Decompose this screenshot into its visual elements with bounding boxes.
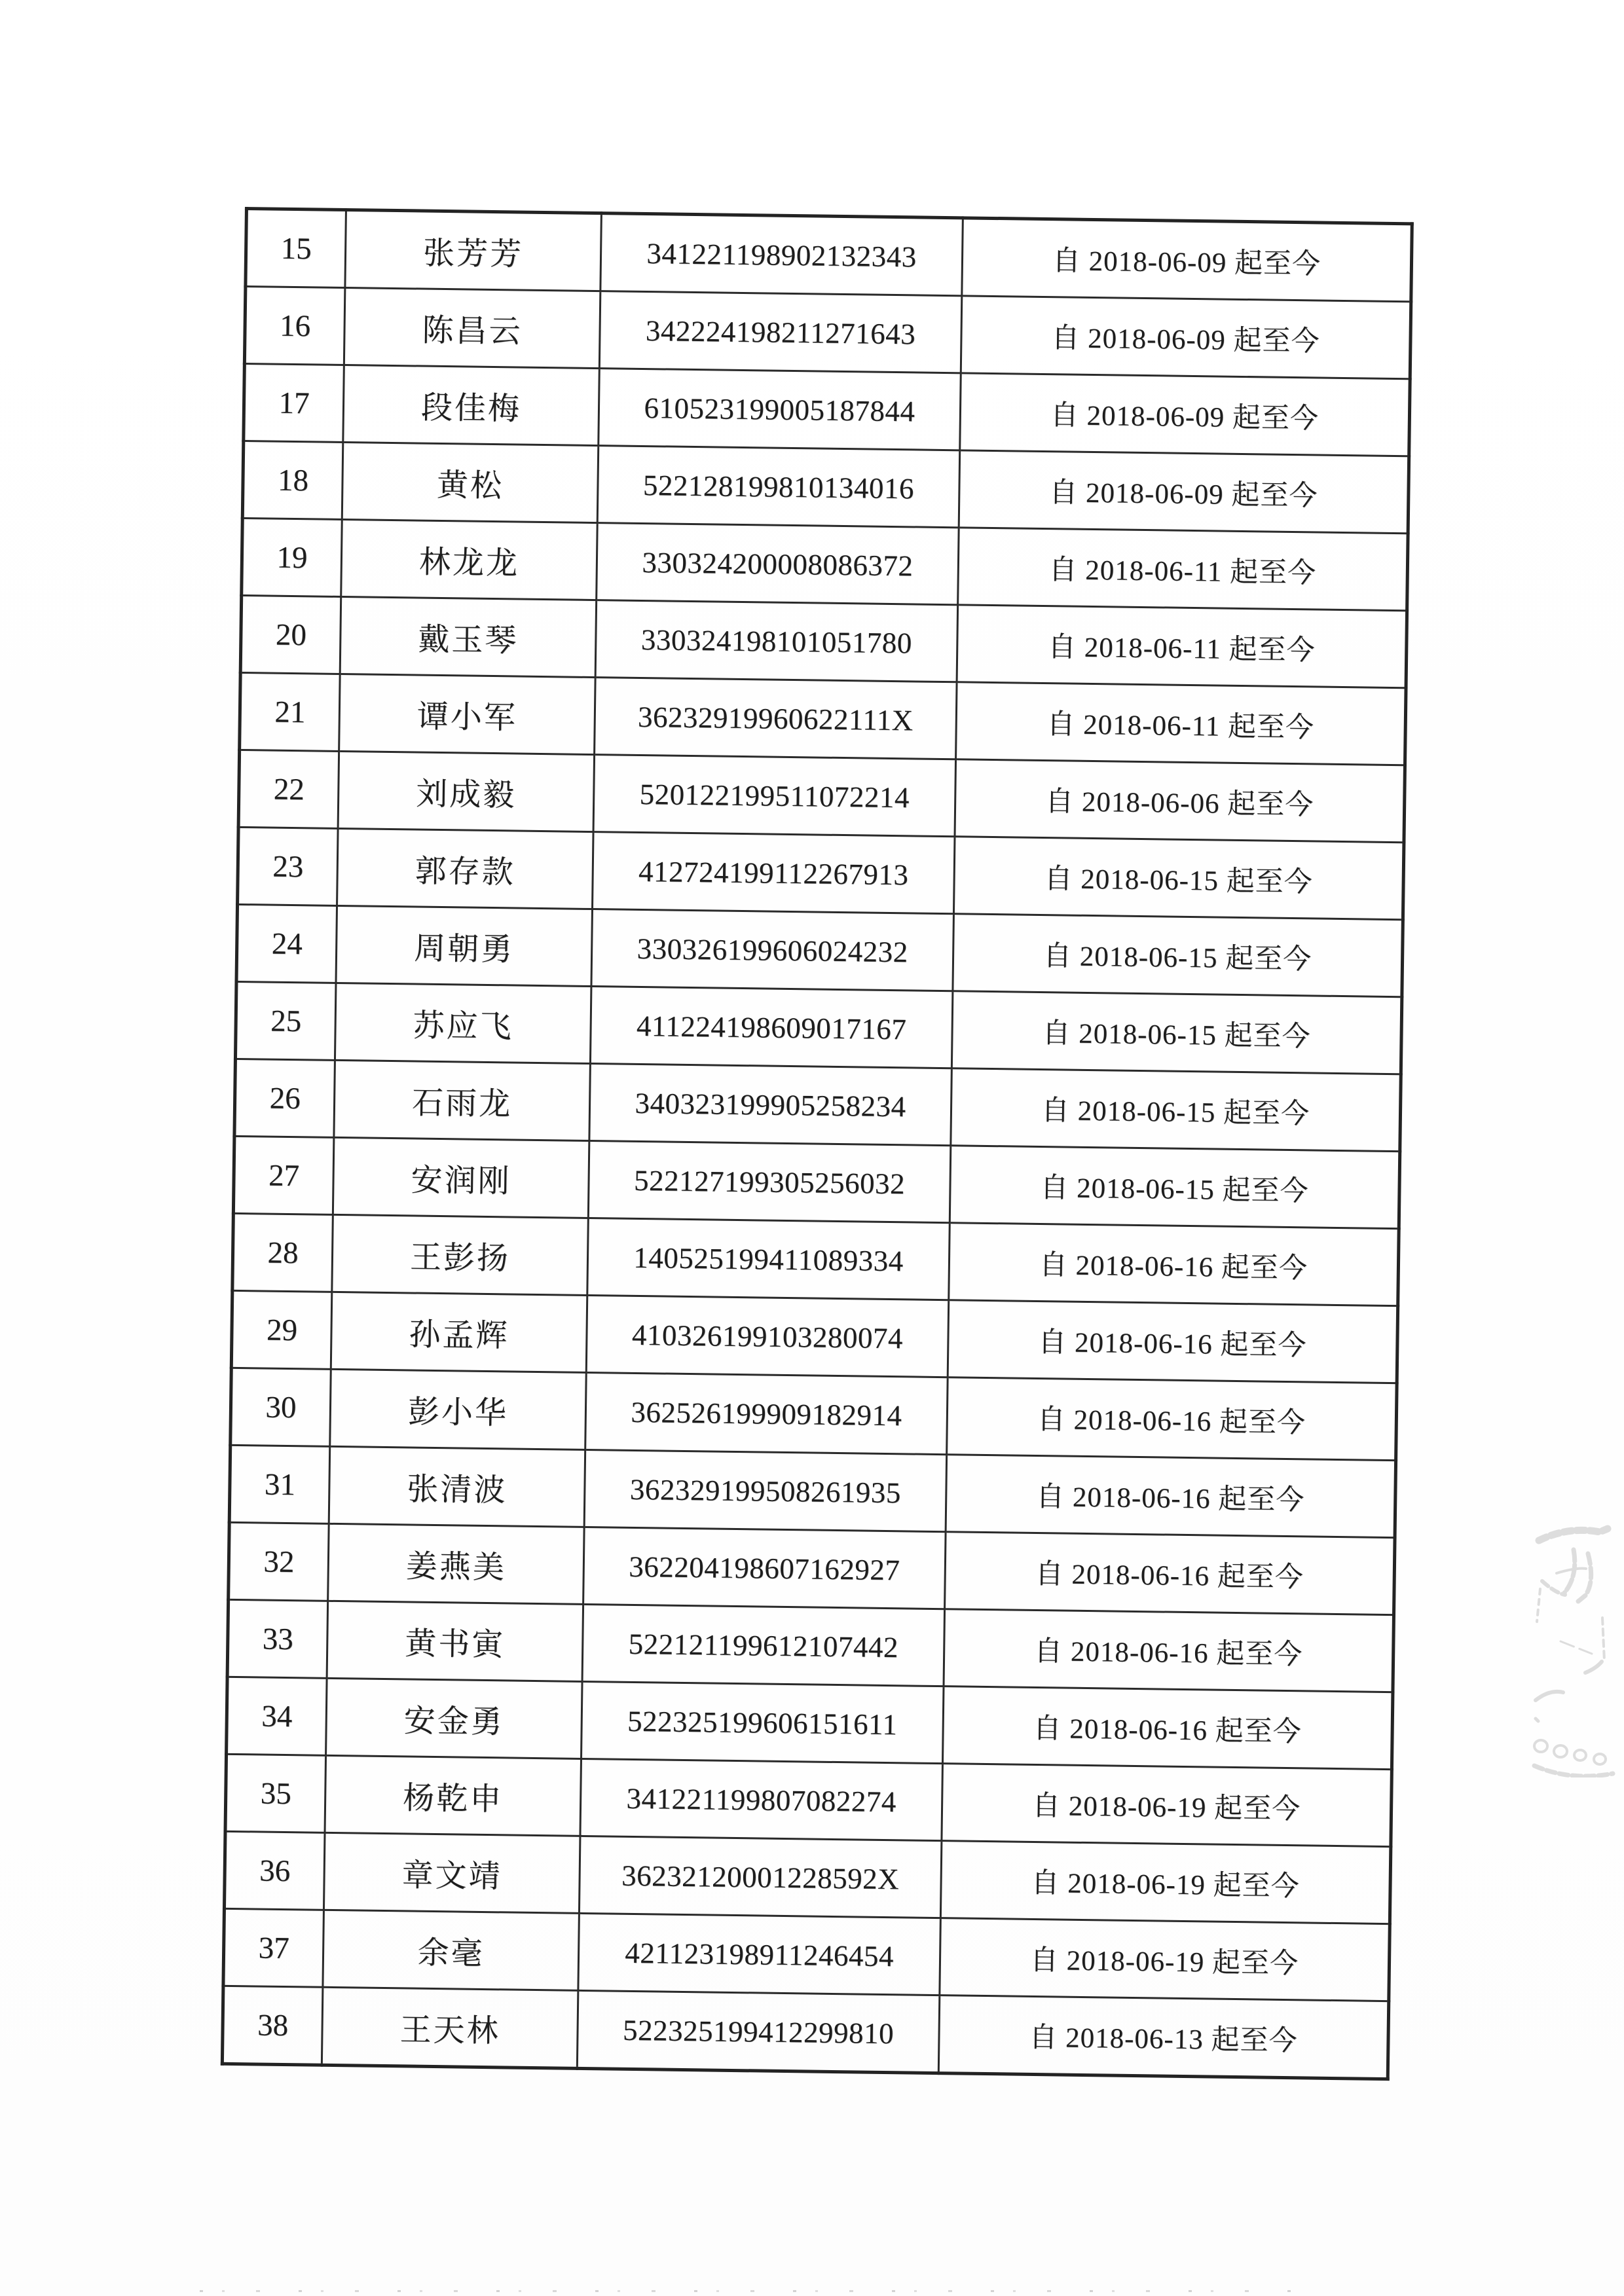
id-number-cell: 340323199905258234 bbox=[589, 1064, 951, 1146]
table-row bbox=[236, 904, 1403, 996]
table-row bbox=[225, 1754, 1392, 1846]
name-cell: 孙孟辉 bbox=[331, 1292, 587, 1372]
period-cell: 自 2018-06-11 起至今 bbox=[957, 605, 1407, 688]
id-number-cell: 330326199606024232 bbox=[591, 909, 953, 991]
period-cell: 自 2018-06-09 起至今 bbox=[959, 450, 1409, 534]
row-number-cell: 22 bbox=[238, 750, 339, 828]
row-number-cell: 15 bbox=[246, 209, 346, 288]
period-cell: 自 2018-06-06 起至今 bbox=[955, 759, 1405, 843]
name-cell: 刘成毅 bbox=[338, 751, 595, 831]
period-cell: 自 2018-06-16 起至今 bbox=[948, 1300, 1397, 1383]
table-row bbox=[242, 441, 1409, 534]
row-number-cell: 24 bbox=[236, 904, 337, 983]
row-number-cell: 28 bbox=[232, 1213, 333, 1292]
id-number-cell: 362204198607162927 bbox=[583, 1527, 946, 1609]
id-number-cell: 522128199810134016 bbox=[597, 446, 959, 528]
table-row bbox=[238, 750, 1405, 842]
name-cell: 杨乾申 bbox=[325, 1755, 581, 1836]
row-number-cell: 31 bbox=[229, 1445, 330, 1523]
id-number-cell: 341221199807082274 bbox=[580, 1758, 942, 1840]
id-number-cell: 341221198902132343 bbox=[600, 213, 963, 296]
table-row bbox=[223, 1908, 1390, 2001]
period-cell: 自 2018-06-15 起至今 bbox=[951, 991, 1401, 1074]
row-number-cell: 38 bbox=[222, 1986, 323, 2065]
scanner-noise-line bbox=[200, 2290, 1300, 2292]
table-row bbox=[242, 518, 1408, 610]
row-number-cell: 19 bbox=[242, 518, 342, 596]
id-number-cell: 330324198101051780 bbox=[595, 600, 957, 682]
period-cell: 自 2018-06-16 起至今 bbox=[945, 1532, 1395, 1615]
name-cell: 王彭扬 bbox=[332, 1214, 589, 1295]
id-number-cell: 330324200008086372 bbox=[597, 523, 959, 605]
period-cell: 自 2018-06-15 起至今 bbox=[950, 1146, 1399, 1229]
table-row bbox=[240, 595, 1407, 687]
row-number-cell: 34 bbox=[227, 1677, 327, 1755]
period-cell: 自 2018-06-15 起至今 bbox=[953, 914, 1403, 997]
name-cell: 张清波 bbox=[329, 1446, 585, 1527]
row-number-cell: 25 bbox=[235, 981, 336, 1060]
period-cell: 自 2018-06-11 起至今 bbox=[958, 528, 1408, 611]
id-number-cell: 520122199511072214 bbox=[593, 755, 955, 837]
row-number-cell: 27 bbox=[233, 1136, 334, 1214]
id-number-cell: 610523199005187844 bbox=[599, 369, 961, 450]
id-number-cell: 362329199508261935 bbox=[584, 1449, 946, 1531]
table-row bbox=[229, 1445, 1395, 1537]
name-cell: 戴玉琴 bbox=[340, 596, 597, 677]
row-number-cell: 35 bbox=[225, 1754, 326, 1832]
row-number-cell: 32 bbox=[229, 1522, 329, 1601]
name-cell: 安金勇 bbox=[326, 1678, 583, 1758]
table-row bbox=[232, 1213, 1399, 1305]
id-number-cell: 522325199606151611 bbox=[581, 1681, 944, 1763]
id-number-cell: 140525199411089334 bbox=[587, 1218, 950, 1300]
id-number-cell: 421123198911246454 bbox=[578, 1913, 940, 1995]
row-number-cell: 20 bbox=[240, 595, 341, 674]
id-number-cell: 342224198211271643 bbox=[599, 291, 961, 373]
name-cell: 王天林 bbox=[322, 1987, 578, 2068]
id-number-cell: 36232919960622111X bbox=[595, 678, 957, 759]
row-number-cell: 21 bbox=[240, 672, 341, 751]
id-number-cell: 412724199112267913 bbox=[593, 832, 955, 914]
name-cell: 余毫 bbox=[323, 1910, 580, 1990]
name-cell: 段佳梅 bbox=[343, 365, 600, 446]
name-cell: 苏应飞 bbox=[335, 983, 591, 1063]
table-row bbox=[231, 1290, 1397, 1383]
row-number-cell: 29 bbox=[231, 1290, 332, 1369]
name-cell: 彭小华 bbox=[330, 1369, 587, 1449]
period-cell: 自 2018-06-19 起至今 bbox=[940, 1918, 1390, 2001]
row-number-cell: 23 bbox=[238, 827, 339, 905]
name-cell: 郭存款 bbox=[337, 828, 594, 909]
row-number-cell: 26 bbox=[234, 1059, 335, 1137]
table-row bbox=[235, 981, 1401, 1074]
id-number-cell: 522127199305256032 bbox=[588, 1141, 950, 1223]
id-number-cell: 411224198609017167 bbox=[590, 987, 952, 1068]
period-cell: 自 2018-06-11 起至今 bbox=[956, 682, 1406, 765]
roster-table bbox=[221, 207, 1414, 2081]
period-cell: 自 2018-06-16 起至今 bbox=[946, 1455, 1395, 1538]
id-number-cell: 362526199909182914 bbox=[585, 1372, 948, 1454]
name-cell: 章文靖 bbox=[323, 1832, 580, 1913]
id-number-cell: 36232120001228592X bbox=[579, 1836, 941, 1918]
name-cell: 周朝勇 bbox=[336, 905, 593, 986]
name-cell: 黄书寅 bbox=[327, 1601, 583, 1681]
table-row bbox=[238, 827, 1404, 919]
row-number-cell: 16 bbox=[244, 287, 345, 365]
period-cell: 自 2018-06-19 起至今 bbox=[942, 1764, 1392, 1847]
period-cell: 自 2018-06-16 起至今 bbox=[942, 1686, 1392, 1770]
period-cell: 自 2018-06-16 起至今 bbox=[944, 1609, 1393, 1692]
period-cell: 自 2018-06-15 起至今 bbox=[951, 1068, 1401, 1152]
name-cell: 黄松 bbox=[342, 442, 599, 522]
name-cell: 姜燕美 bbox=[328, 1523, 585, 1604]
id-number-cell: 522121199612107442 bbox=[582, 1604, 944, 1686]
period-cell: 自 2018-06-16 起至今 bbox=[949, 1223, 1399, 1306]
table-row bbox=[233, 1136, 1399, 1228]
period-cell: 自 2018-06-09 起至今 bbox=[962, 218, 1412, 302]
table-row bbox=[244, 287, 1411, 379]
table-row bbox=[231, 1368, 1397, 1460]
table-row bbox=[222, 1986, 1388, 2079]
row-number-cell: 30 bbox=[231, 1368, 331, 1446]
row-number-cell: 37 bbox=[223, 1908, 324, 1987]
table-row bbox=[234, 1059, 1401, 1151]
table-row bbox=[224, 1831, 1390, 1923]
roster-table-body bbox=[222, 209, 1412, 2079]
period-cell: 自 2018-06-19 起至今 bbox=[940, 1841, 1390, 1924]
name-cell: 林龙龙 bbox=[341, 519, 598, 600]
row-number-cell: 18 bbox=[242, 441, 343, 520]
table-row bbox=[227, 1599, 1393, 1692]
id-number-cell: 410326199103280074 bbox=[586, 1295, 948, 1377]
id-number-cell: 522325199412299810 bbox=[577, 1990, 940, 2073]
period-cell: 自 2018-06-09 起至今 bbox=[960, 373, 1410, 456]
name-cell: 谭小军 bbox=[339, 674, 596, 754]
name-cell: 安润刚 bbox=[333, 1137, 589, 1218]
period-cell: 自 2018-06-13 起至今 bbox=[938, 1995, 1388, 2079]
table-row bbox=[246, 209, 1412, 302]
name-cell: 张芳芳 bbox=[345, 210, 602, 291]
row-number-cell: 33 bbox=[227, 1599, 328, 1678]
table-row bbox=[229, 1522, 1395, 1614]
faint-stamp-mark bbox=[1522, 1516, 1621, 1777]
name-cell: 石雨龙 bbox=[334, 1060, 591, 1140]
period-cell: 自 2018-06-16 起至今 bbox=[947, 1377, 1397, 1461]
name-cell: 陈昌云 bbox=[344, 288, 600, 369]
roster-table-grid bbox=[221, 207, 1414, 2081]
row-number-cell: 17 bbox=[244, 364, 344, 443]
table-row bbox=[240, 672, 1406, 765]
period-cell: 自 2018-06-09 起至今 bbox=[961, 296, 1411, 379]
period-cell: 自 2018-06-15 起至今 bbox=[953, 837, 1403, 920]
row-number-cell: 36 bbox=[224, 1831, 325, 1910]
table-row bbox=[244, 364, 1410, 456]
table-row bbox=[227, 1677, 1393, 1769]
